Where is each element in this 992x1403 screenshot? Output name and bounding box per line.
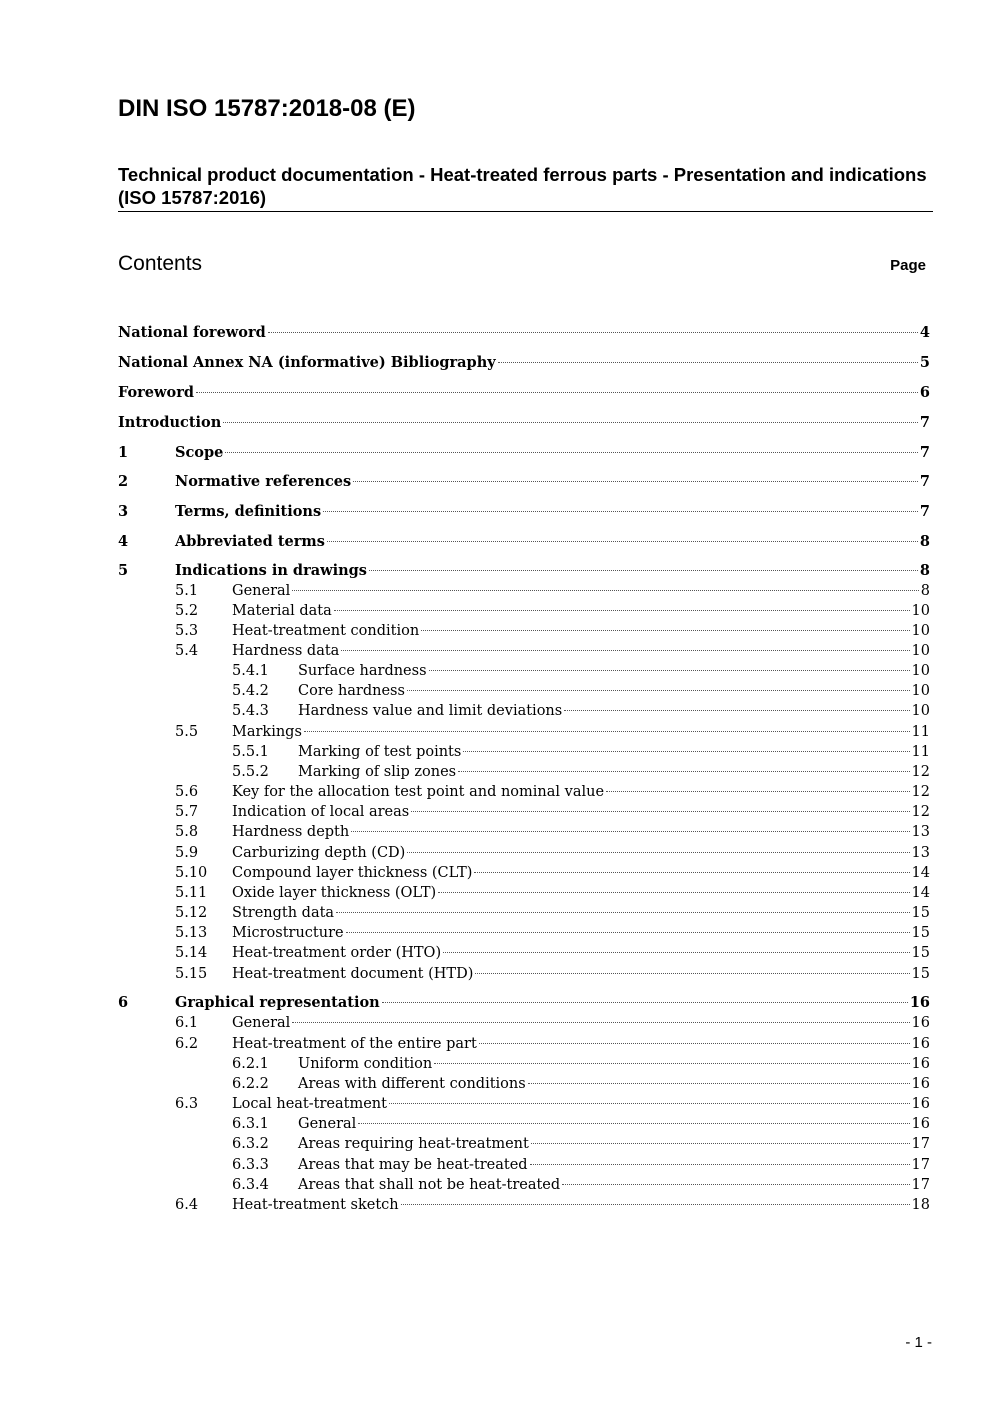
toc-leader-dots [336,912,909,913]
toc-leader-dots [474,872,909,873]
toc-entry-title: Markings [232,724,302,740]
toc-entry-number: 6.3.4 [232,1177,269,1193]
toc-leader-dots [304,731,910,732]
toc-entry[interactable] [0,443,992,463]
toc-entry-line [118,353,930,373]
toc-entry-title: Oxide layer thickness (OLT) [232,885,437,901]
toc-entry[interactable] [0,353,992,373]
toc-entry-number: 5.6 [175,784,199,800]
toc-entry-line [232,943,930,963]
toc-entry-line [298,762,930,782]
toc-entry-line [175,993,930,1013]
toc-entry-number: 6.3.2 [232,1136,269,1152]
toc-entry[interactable] [0,863,992,883]
toc-entry-page: 16 [911,1096,930,1112]
toc-entry-number: 5.2 [175,603,199,619]
toc-entry-line [175,443,930,463]
toc-entry-number: 5.13 [175,925,208,941]
toc-leader-dots [606,791,910,792]
toc-entry-page: 15 [911,945,930,961]
toc-entry-number: 2 [118,473,129,490]
toc-entry[interactable] [0,383,992,403]
toc-entry-number: 6.3 [175,1096,199,1112]
toc-entry-title: Scope [175,444,224,461]
toc-entry[interactable] [0,762,992,782]
toc-entry-line [298,661,930,681]
toc-entry-title: Core hardness [298,683,405,699]
toc-entry-number: 5.4.2 [232,683,269,699]
toc-entry-line [118,323,930,343]
toc-leader-dots [434,1063,909,1064]
toc-entry-page: 7 [919,473,930,490]
toc-leader-dots [531,1143,910,1144]
toc-entry-title: General [232,583,291,599]
toc-entry[interactable] [0,681,992,701]
toc-entry-page: 12 [911,764,930,780]
page-column-label: Page [890,257,926,274]
toc-entry[interactable] [0,661,992,681]
toc-entry[interactable] [0,601,992,621]
toc-entry[interactable] [0,822,992,842]
toc-entry-number: 6.2.2 [232,1076,269,1092]
toc-leader-dots [353,481,918,482]
toc-entry[interactable] [0,472,992,492]
toc-entry-line [298,1175,930,1195]
toc-leader-dots [498,362,918,363]
toc-entry-title: Marking of slip zones [298,764,457,780]
toc-entry-page: 18 [911,1197,930,1213]
toc-entry[interactable] [0,1175,992,1195]
toc-entry-title: Compound layer thickness (CLT) [232,865,473,881]
toc-entry-page: 16 [911,1076,930,1092]
toc-entry-line [232,802,930,822]
toc-leader-dots [327,541,918,542]
toc-entry-number: 5.4 [175,643,199,659]
toc-entry-title: Material data [232,603,332,619]
toc-entry[interactable] [0,883,992,903]
toc-entry-title: General [298,1116,357,1132]
toc-entry-line [175,532,930,552]
toc-leader-dots [463,751,909,752]
toc-entry-title: Key for the allocation test point and nominal value [232,784,605,800]
toc-entry-line [298,1054,930,1074]
toc-entry-line [175,561,930,581]
toc-entry-title: Graphical representation [175,994,380,1011]
toc-entry-title: Heat-treatment of the entire part [232,1036,477,1052]
toc-entry-page: 8 [919,562,930,579]
toc-entry-line [232,1195,930,1215]
toc-entry-number: 5.4.3 [232,703,269,719]
toc-entry[interactable] [0,532,992,552]
toc-entry-number: 3 [118,503,129,520]
toc-entry-page: 16 [909,994,930,1011]
toc-entry-title: Strength data [232,905,335,921]
toc-entry[interactable] [0,323,992,343]
toc-leader-dots [369,570,918,571]
toc-entry-page: 12 [911,804,930,820]
toc-entry-title: Uniform condition [298,1056,433,1072]
toc-entry-line [232,883,930,903]
page-number-footer: - 1 - [905,1334,932,1351]
toc-entry-number: 6.2.1 [232,1056,269,1072]
toc-entry-number: 5.5.2 [232,764,269,780]
toc-entry[interactable] [0,581,992,601]
toc-entry-line [298,681,930,701]
toc-entry-line [175,502,930,522]
toc-entry-page: 10 [911,623,930,639]
toc-entry[interactable] [0,722,992,742]
toc-entry-number: 5.5 [175,724,199,740]
toc-entry-page: 4 [919,324,930,341]
toc-entry-title: National Annex NA (informative) Bibliography [118,354,496,371]
toc-entry-page: 10 [911,603,930,619]
toc-entry-line [232,903,930,923]
toc-entry-page: 11 [911,744,930,760]
toc-entry-line [232,621,930,641]
toc-entry-title: Heat-treatment condition [232,623,420,639]
toc-entry[interactable] [0,964,992,984]
toc-entry-page: 6 [919,384,930,401]
toc-entry-page: 8 [919,533,930,550]
toc-entry-page: 10 [911,663,930,679]
toc-entry-page: 15 [911,925,930,941]
toc-entry-line [298,1155,930,1175]
toc-entry-number: 5.1 [175,583,199,599]
toc-entry-number: 5.5.1 [232,744,269,760]
toc-leader-dots [351,831,909,832]
toc-leader-dots [528,1083,910,1084]
toc-entry-title: Areas that shall not be heat-treated [298,1177,561,1193]
toc-leader-dots [358,1123,909,1124]
toc-entry-number: 5.3 [175,623,199,639]
toc-entry-line [298,742,930,762]
toc-entry-page: 11 [911,724,930,740]
toc-entry-page: 13 [911,824,930,840]
toc-entry-title: Hardness depth [232,824,350,840]
toc-entry-page: 15 [911,966,930,982]
toc-entry-number: 6 [118,994,129,1011]
toc-entry[interactable] [0,701,992,721]
toc-leader-dots [443,952,909,953]
toc-entry-title: General [232,1015,291,1031]
contents-heading: Contents [118,252,203,275]
toc-entry-number: 5.14 [175,945,208,961]
toc-entry-title: Normative references [175,473,352,490]
toc-entry-number: 6.3.3 [232,1157,269,1173]
toc-entry-page: 13 [911,845,930,861]
toc-entry[interactable] [0,1074,992,1094]
toc-entry[interactable] [0,782,992,802]
toc-entry-title: Indications in drawings [175,562,367,579]
toc-entry-title: Areas with different conditions [298,1076,526,1092]
toc-leader-dots [341,650,909,651]
toc-leader-dots [475,973,909,974]
toc-entry-page: 7 [919,503,930,520]
toc-entry-page: 16 [911,1036,930,1052]
toc-entry-line [232,964,930,984]
toc-entry-page: 16 [911,1015,930,1031]
toc-entry-number: 5.12 [175,905,208,921]
toc-leader-dots [421,630,909,631]
toc-entry-number: 5.7 [175,804,199,820]
toc-entry-number: 5 [118,562,129,579]
toc-entry-page: 14 [911,865,930,881]
toc-entry-page: 14 [911,885,930,901]
toc-entry-number: 6.4 [175,1197,199,1213]
toc-entry[interactable] [0,1054,992,1074]
toc-entry-line [232,641,930,661]
toc-entry-line [298,1074,930,1094]
toc-entry-page: 16 [911,1116,930,1132]
toc-entry-title: Hardness data [232,643,340,659]
toc-entry-line [298,701,930,721]
toc-entry-page: 7 [919,444,930,461]
toc-entry[interactable] [0,561,992,581]
toc-entry-page: 10 [911,643,930,659]
toc-leader-dots [411,811,909,812]
toc-entry-number: 1 [118,444,129,461]
toc-entry-title: Carburizing depth (CD) [232,845,406,861]
toc-entry-line [232,1094,930,1114]
toc-leader-dots [292,590,918,591]
toc-entry[interactable] [0,1013,992,1033]
toc-leader-dots [407,690,910,691]
toc-entry-page: 10 [911,703,930,719]
toc-entry[interactable] [0,1195,992,1215]
toc-leader-dots [530,1164,910,1165]
toc-leader-dots [334,610,910,611]
toc-entry-number: 5.10 [175,865,208,881]
toc-entry[interactable] [0,1155,992,1175]
toc-entry-title: Areas requiring heat-treatment [298,1136,529,1152]
toc-entry-number: 5.4.1 [232,663,269,679]
toc-entry-title: Marking of test points [298,744,462,760]
toc-entry[interactable] [0,413,992,433]
toc-entry-title: Local heat-treatment [232,1096,387,1112]
toc-entry[interactable] [0,502,992,522]
toc-entry-page: 8 [920,583,930,599]
toc-leader-dots [268,332,918,333]
toc-entry-title: Heat-treatment order (HTO) [232,945,442,961]
toc-entry-page: 17 [911,1136,930,1152]
toc-leader-dots [429,670,910,671]
toc-entry[interactable] [0,993,992,1013]
toc-leader-dots [292,1022,909,1023]
toc-entry-page: 10 [911,683,930,699]
toc-entry[interactable] [0,1094,992,1114]
toc-leader-dots [458,771,909,772]
toc-entry-line [298,1114,930,1134]
toc-entry-line [232,601,930,621]
toc-entry[interactable] [0,843,992,863]
toc-entry-line [232,782,930,802]
toc-leader-dots [225,452,918,453]
toc-entry[interactable] [0,1134,992,1154]
toc-entry-number: 5.9 [175,845,199,861]
toc-entry-number: 5.15 [175,966,208,982]
toc-entry[interactable] [0,621,992,641]
toc-entry-title: Abbreviated terms [175,533,325,550]
toc-entry-line [232,581,930,601]
toc-entry-title: Areas that may be heat-treated [298,1157,528,1173]
toc-entry-line [232,1034,930,1054]
toc-leader-dots [382,1002,908,1003]
toc-entry-line [118,413,930,433]
toc-entry-title: Terms, definitions [175,503,322,520]
toc-leader-dots [389,1103,910,1104]
toc-leader-dots [223,422,918,423]
toc-entry-title: Foreword [118,384,194,401]
toc-entry-line [232,843,930,863]
toc-entry-page: 5 [919,354,930,371]
toc-entry[interactable] [0,1034,992,1054]
toc-entry[interactable] [0,641,992,661]
toc-entry-page: 12 [911,784,930,800]
toc-entry-page: 16 [911,1056,930,1072]
toc-leader-dots [438,892,909,893]
document-subtitle: Technical product documentation - Heat-treated ferrous parts - Presentation and indications (ISO 15787:2016) [118,163,933,212]
toc-entry-line [118,383,930,403]
toc-entry-title: National foreword [118,324,266,341]
toc-entry-title: Surface hardness [298,663,427,679]
toc-leader-dots [196,392,918,393]
toc-entry[interactable] [0,903,992,923]
toc-entry-title: Heat-treatment sketch [232,1197,399,1213]
toc-entry[interactable] [0,742,992,762]
toc-entry[interactable] [0,943,992,963]
toc-entry-number: 4 [118,533,129,550]
toc-entry-number: 6.2 [175,1036,199,1052]
toc-entry-number: 6.1 [175,1015,199,1031]
toc-entry-title: Indication of local areas [232,804,410,820]
toc-entry-number: 6.3.1 [232,1116,269,1132]
toc-entry-page: 17 [911,1157,930,1173]
toc-entry-line [232,722,930,742]
toc-entry-line [232,1013,930,1033]
toc-entry[interactable] [0,802,992,822]
toc-entry-page: 7 [919,414,930,431]
toc-leader-dots [479,1043,910,1044]
toc-entry-line [298,1134,930,1154]
toc-entry-line [232,822,930,842]
toc-leader-dots [401,1204,910,1205]
toc-entry-line [175,472,930,492]
toc-leader-dots [346,932,910,933]
toc-leader-dots [323,511,918,512]
toc-entry-number: 5.8 [175,824,199,840]
toc-leader-dots [562,1184,909,1185]
toc-entry-page: 17 [911,1177,930,1193]
toc-leader-dots [407,852,909,853]
document-title: DIN ISO 15787:2018-08 (E) [118,95,416,122]
toc-entry[interactable] [0,923,992,943]
toc-leader-dots [564,710,909,711]
toc-entry-title: Hardness value and limit deviations [298,703,563,719]
toc-entry-title: Introduction [118,414,222,431]
toc-entry[interactable] [0,1114,992,1134]
toc-entry-number: 5.11 [175,885,208,901]
toc-entry-line [232,923,930,943]
toc-entry-page: 15 [911,905,930,921]
toc-entry-line [232,863,930,883]
toc-entry-title: Heat-treatment document (HTD) [232,966,474,982]
toc-entry-title: Microstructure [232,925,344,941]
